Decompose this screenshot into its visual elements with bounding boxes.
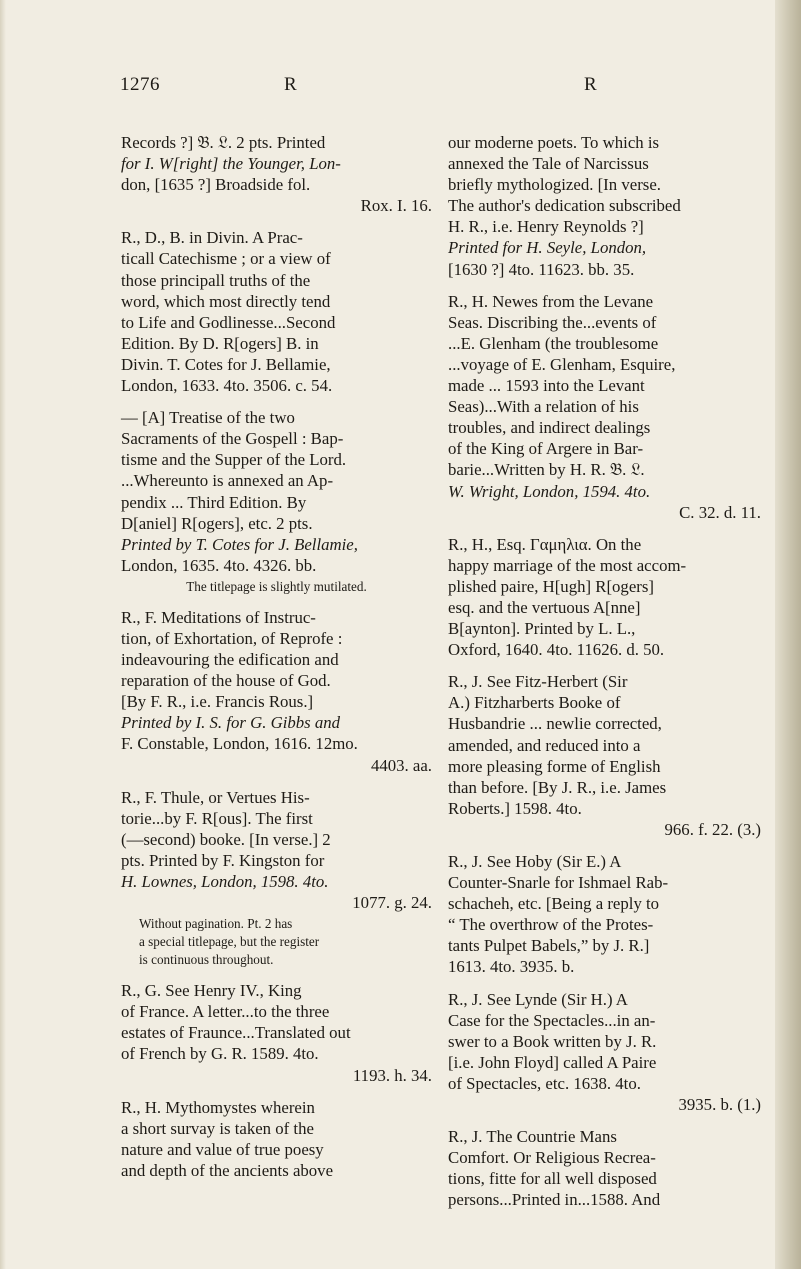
entry-line: Records ?] 𝔅. 𝔏. 2 pts. Printed: [121, 133, 326, 152]
entry-line: briefly mythologized. [In verse.: [448, 175, 661, 195]
entry-line: made ... 1593 into the Levant: [448, 376, 645, 396]
catalog-entry: [448, 851, 761, 978]
catalog-entry: [448, 132, 761, 280]
entry-line: estates of Fraunce...Translated out: [121, 1023, 351, 1043]
entry-line: ...E. Glenham (the troublesome: [448, 333, 659, 353]
entry-line: amended, and reduced into a: [448, 735, 641, 755]
entry-line: Seas)...With a relation of his: [448, 397, 639, 417]
page-edge-right: [775, 0, 801, 1269]
shelfmark: 1193. h. 34.: [352, 1065, 432, 1085]
note-line: Without pagination. Pt. 2 has: [139, 916, 293, 932]
shelfmark: 966. f. 22. (3.): [664, 819, 761, 839]
entry-line: ...voyage of E. Glenham, Esquire,: [448, 354, 676, 374]
entry-line: — [A] Treatise of the two: [121, 408, 295, 428]
entry-line: A.) Fitzharberts Booke of: [448, 693, 621, 713]
catalog-entry: [121, 407, 432, 596]
entry-line: 1613. 4to. 3935. b.: [448, 957, 575, 977]
entry-line: tions, fitte for all well disposed: [448, 1169, 657, 1189]
entry-line: annexed the Tale of Narcissus: [448, 154, 649, 174]
entry-line: troubles, and indirect dealings: [448, 418, 651, 438]
entry-note: The titlepage is slightly mutilated.: [186, 578, 367, 594]
entry-line: those principall truths of the: [121, 270, 311, 290]
entry-line: pendix ... Third Edition. By: [121, 492, 307, 512]
entry-line: plished paire, H[ugh] R[ogers]: [448, 576, 654, 596]
catalog-entry: [448, 671, 761, 840]
entry-line: Printed by T. Cotes for J. Bellamie,: [121, 534, 358, 554]
entry-line: tants Pulpet Babels,” by J. R.]: [448, 936, 650, 956]
entry-line: Printed for H. Seyle, London,: [448, 238, 647, 258]
entry-line: R., J. See Lynde (Sir H.) A: [448, 989, 628, 1009]
entry-line: R., F. Thule, or Vertues His-: [121, 787, 310, 807]
catalog-entry: [448, 291, 761, 523]
running-head: [120, 74, 760, 100]
entry-line: for I. W[right] the Younger, Lon-: [121, 154, 341, 174]
catalog-entry: [121, 787, 432, 970]
entry-line: than before. [By J. R., i.e. James: [448, 777, 667, 797]
entry-line: word, which most directly tend: [121, 291, 331, 311]
entry-line: and depth of the ancients above: [121, 1160, 334, 1180]
entry-line: pts. Printed by F. Kingston for: [121, 850, 325, 870]
entry-line: R., D., B. in Divin. A Prac-: [121, 228, 303, 248]
entry-line: our moderne poets. To which is: [448, 133, 660, 152]
entry-line: Counter-Snarle for Ishmael Rab-: [448, 873, 669, 893]
page-number: 1276: [120, 74, 160, 95]
entry-line: R., J. See Hoby (Sir E.) A: [448, 852, 622, 871]
entry-line: The author's dedication subscribed: [448, 196, 681, 216]
entry-line: R., H. Newes from the Levane: [448, 291, 654, 311]
entry-line: [1630 ?] 4to. 11623. bb. 35.: [448, 259, 635, 279]
entry-line: D[aniel] R[ogers], etc. 2 pts.: [121, 513, 313, 533]
entry-line: F. Constable, London, 1616. 12mo.: [121, 734, 358, 754]
entry-line: R., H., Esq. Γαμηλια. On the: [448, 534, 642, 554]
shelfmark: C. 32. d. 11.: [679, 502, 761, 522]
entry-line: of Spectacles, etc. 1638. 4to.: [448, 1073, 641, 1093]
left-running-head: R: [284, 74, 298, 95]
catalog-entry: [448, 989, 761, 1116]
entry-line: [i.e. John Floyd] called A Paire: [448, 1052, 657, 1072]
entry-line: reparation of the house of God.: [121, 671, 331, 691]
entry-line: R., H. Mythomystes wherein: [121, 1097, 315, 1117]
entry-line: B[aynton]. Printed by L. L.,: [448, 619, 636, 639]
entry-line: esq. and the vertuous A[nne]: [448, 597, 641, 617]
entry-line: Printed by I. S. for G. Gibbs and: [121, 713, 341, 733]
entry-line: a short survay is taken of the: [121, 1118, 314, 1138]
right-running-head: R: [584, 74, 598, 95]
entry-line: Case for the Spectacles...in an-: [448, 1010, 656, 1030]
entry-line: [By F. R., i.e. Francis Rous.]: [121, 692, 314, 712]
entry-line: tion, of Exhortation, of Reprofe :: [121, 628, 343, 648]
entry-line: more pleasing forme of English: [448, 756, 661, 776]
note-line: is continuous throughout.: [139, 952, 274, 968]
entry-line: of the King of Argere in Bar-: [448, 439, 644, 459]
entry-line: happy marriage of the most accom-: [448, 555, 687, 575]
entry-line: indeavouring the edification and: [121, 650, 339, 670]
catalog-entry: [448, 534, 761, 661]
entry-line: nature and value of true poesy: [121, 1139, 324, 1159]
entry-line: R., J. See Fitz-Herbert (Sir: [448, 672, 628, 692]
entry-line: ticall Catechisme ; or a view of: [121, 249, 331, 269]
shelfmark: 4403. aa.: [370, 755, 432, 775]
entry-line: R., J. The Countrie Mans: [448, 1127, 617, 1147]
entry-line: of French by G. R. 1589. 4to.: [121, 1044, 319, 1064]
entry-line: Sacraments of the Gospell : Bap-: [121, 429, 344, 449]
catalog-entry: [121, 227, 432, 396]
catalog-entry: [448, 1126, 761, 1210]
entry-note: [121, 915, 432, 969]
shelfmark: 3935. b. (1.): [678, 1095, 761, 1115]
entry-line: “ The overthrow of the Protes-: [448, 915, 654, 935]
right-column: [448, 132, 761, 1222]
shelfmark: Rox. I. 16.: [360, 196, 432, 216]
entry-line: Comfort. Or Religious Recrea-: [448, 1148, 656, 1168]
entry-line: torie...by F. R[ous]. The first: [121, 808, 313, 828]
page-edge-left: [0, 0, 6, 1269]
entry-line: don, [1635 ?] Broadside fol.: [121, 175, 311, 195]
entry-line: Roberts.] 1598. 4to.: [448, 798, 582, 818]
left-column: [121, 132, 432, 1192]
entry-line: R., G. See Henry IV., King: [121, 981, 302, 1001]
catalog-entry: [121, 132, 432, 216]
entry-line: H. Lownes, London, 1598. 4to.: [121, 872, 329, 891]
entry-line: ...Whereunto is annexed an Ap-: [121, 471, 334, 491]
entry-line: W. Wright, London, 1594. 4to.: [448, 481, 651, 501]
catalog-entry: [121, 1097, 432, 1181]
entry-line: Divin. T. Cotes for J. Bellamie,: [121, 354, 331, 374]
entry-line: persons...Printed in...1588. And: [448, 1190, 661, 1210]
entry-line: Oxford, 1640. 4to. 11626. d. 50.: [448, 640, 665, 660]
entry-line: (—second) booke. [In verse.] 2: [121, 829, 331, 849]
entry-line: H. R., i.e. Henry Reynolds ?]: [448, 217, 644, 237]
entry-line: Husbandrie ... newlie corrected,: [448, 714, 662, 734]
entry-line: London, 1635. 4to. 4326. bb.: [121, 555, 317, 575]
entry-line: tisme and the Supper of the Lord.: [121, 450, 347, 470]
catalog-entry: [121, 980, 432, 1085]
entry-line: R., F. Meditations of Instruc-: [121, 607, 316, 627]
entry-line: Edition. By D. R[ogers] B. in: [121, 333, 319, 353]
entry-line: Seas. Discribing the...events of: [448, 312, 657, 332]
entry-line: London, 1633. 4to. 3506. c. 54.: [121, 376, 333, 396]
catalog-entry: [121, 607, 432, 776]
shelfmark: 1077. g. 24.: [352, 893, 432, 913]
entry-line: barie...Written by H. R. 𝔅. 𝔏.: [448, 460, 645, 480]
entry-line: of France. A letter...to the three: [121, 1002, 330, 1022]
note-line: a special titlepage, but the register: [139, 934, 320, 950]
entry-line: to Life and Godlinesse...Second: [121, 312, 336, 332]
entry-line: swer to a Book written by J. R.: [448, 1031, 657, 1051]
entry-line: schacheh, etc. [Being a reply to: [448, 894, 660, 914]
